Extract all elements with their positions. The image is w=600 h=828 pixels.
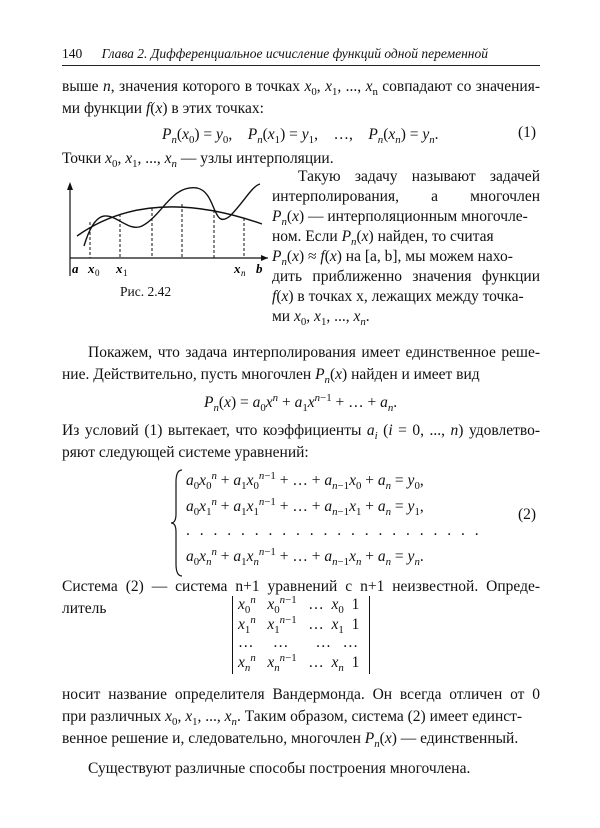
text-line: литель <box>62 600 107 617</box>
running-header <box>62 46 540 66</box>
text-line: дить приближенно значения функции <box>272 268 540 285</box>
label-x1: x <box>116 261 123 276</box>
det-row: $x_n^n$ $x_n^{n-1}$ … $x_n$ 1 <box>238 651 360 675</box>
text-line: выше n, значения которого в точках $x_0$, $x_1$, ..., $x_n$ совпадают со значения- <box>62 78 540 99</box>
label-xn-sub: n <box>241 268 246 278</box>
label-xn: x <box>234 261 241 276</box>
text-line: венное решение и, следовательно, многочлен $P_n(x)$ — единственный. <box>62 730 519 751</box>
polynomial-equation: $P_n(x) = a_0x^n + a_1x^{n-1}$ + … + $a_n$. <box>204 391 398 415</box>
text-line: Такую задачу называют задачей <box>298 168 540 185</box>
page-number: 140 <box>62 46 83 61</box>
text-line: ряют следующей системе уравнений: <box>62 444 309 461</box>
text-line: Система (2) — система n+1 уравнений с n+1 неизвестной. Опреде- <box>62 578 540 595</box>
text-line: ние. Действительно, пусть многочлен $P_n(x)$ найден и имеет вид <box>62 366 480 387</box>
text-line: Из условий (1) вытекает, что коэффициенты $a_i$ (i = 0, ..., n) удовлетво- <box>62 422 540 443</box>
text-line: ми $x_0$, $x_1$, ..., $x_n$. <box>272 308 370 329</box>
text-line: $P_n(x) \approx f(x)$ на [a, b], мы можем нахо- <box>272 248 513 269</box>
system-brace <box>170 468 186 578</box>
equation-number: (2) <box>518 506 537 523</box>
label-x1-sub: 1 <box>123 268 128 278</box>
text-line: Точки $x_0$, $x_1$, ..., $x_n$ — узлы интерполяции. <box>62 150 334 171</box>
text-line: носит название определителя Вандермонда. Он всегда отличен от 0 <box>62 686 540 703</box>
figure-caption: Рис. 2.42 <box>120 284 172 299</box>
label-x0-sub: 0 <box>95 268 100 278</box>
label-x0: x <box>88 261 95 276</box>
text-line: при различных $x_0$, $x_1$, ..., $x_n$. Таким образом, система (2) имеет единст- <box>62 708 523 729</box>
text-line: Существуют различные способы построения многочлена. <box>88 760 471 777</box>
label-b: b <box>256 261 263 276</box>
det-row: $x_1^n$ $x_1^{n-1}$ … $x_1$ 1 <box>238 613 360 637</box>
system-row: $a_0x_n^n + a_1x_n^{n-1}$ + … + $a_{n-1}x_n + a_n = y_n$. <box>186 545 424 569</box>
text-line: $P_n(x)$ — интерполяционным многочле- <box>272 208 528 229</box>
text-line: Покажем, что задача интерполирования имеет единственное реше- <box>88 344 540 361</box>
system-dots: . . . . . . . . . . . . . . . . . . . . . . <box>186 522 482 539</box>
text-line: ном. Если $P_n(x)$ найден, то считая <box>272 228 494 249</box>
text-line: интерполирования, а многочлен <box>272 188 540 205</box>
text-line: f(x) в точках x, лежащих между точка- <box>272 288 524 305</box>
text-line: ми функции f(x) в этих точках: <box>62 100 264 117</box>
det-row: … … … … <box>238 634 359 651</box>
system-row: $a_0x_1^n + a_1x_1^{n-1}$ + … + $a_{n-1}x_1 + a_n = y_1$, <box>186 495 424 519</box>
system-row: $a_0x_0^n + a_1x_0^{n-1}$ + … + $a_{n-1}x_0 + a_n = y_0$, <box>186 469 424 493</box>
det-row: $x_0^n$ $x_0^{n-1}$ … $x_0$ 1 <box>238 593 360 617</box>
equation-1: $P_n(x_0) = y_0$, $P_n(x_1) = y_1$, …, $P_n(x_n) = y_n$. <box>162 126 439 147</box>
label-a: a <box>72 261 79 276</box>
chapter-title: Глава 2. Дифференциальное исчисление функций одной переменной <box>101 46 488 61</box>
equation-number: (1) <box>518 124 537 141</box>
